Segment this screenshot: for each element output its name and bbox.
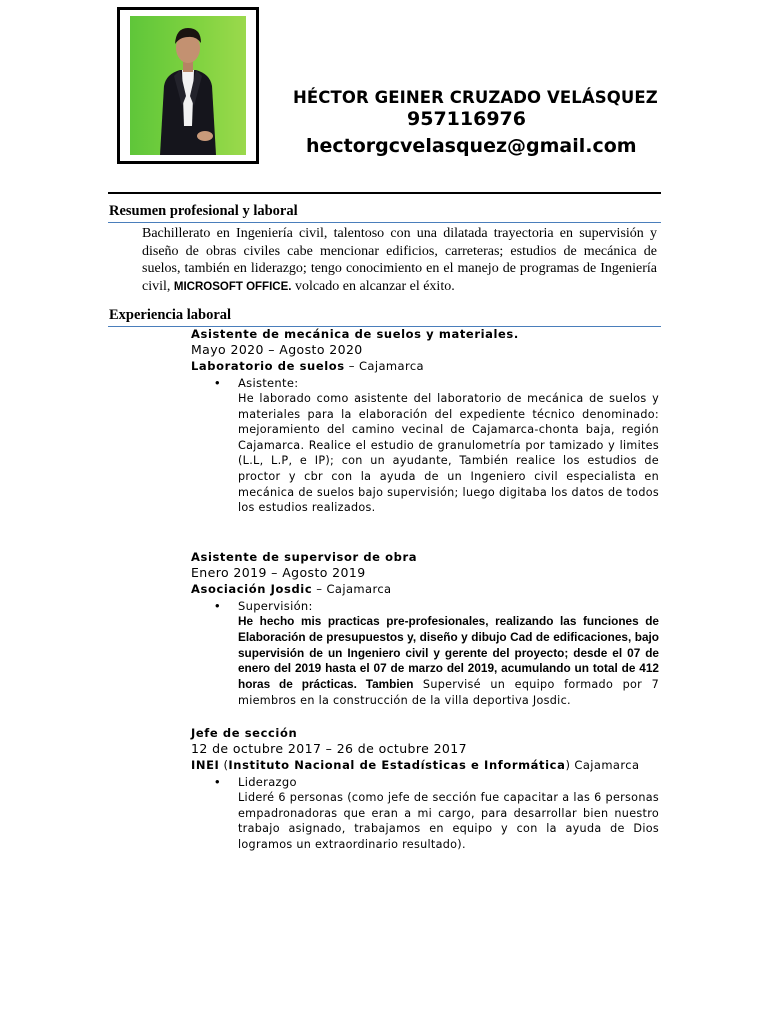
job-description: Lideré 6 personas (como jefe de sección fue capacitar a las 6 personas empadronadoras que eran a mi cargo, para desarrollar bien nuestro trabajo asignado, trabajamos en equipo y con la ayuda de Dios logramos un extraordinario resultado). <box>238 791 659 851</box>
job-organization: INEI (Instituto Nacional de Estadísticas e Informática) Cajamarca <box>191 758 640 772</box>
job-organization-name: Asociación Josdic <box>191 582 313 596</box>
phone-number: 957116976 <box>407 108 526 130</box>
job-description <box>238 614 659 709</box>
job-organization <box>191 581 659 597</box>
job-organization <box>191 358 659 374</box>
job-bullet-label: Liderazgo <box>238 775 297 789</box>
bullet-icon: • <box>215 774 220 789</box>
job-location: – Cajamarca <box>312 582 392 596</box>
job-description-bold: He hecho mis practicas pre-profesionales, realizando las funciones de Elaboración de presupuestos y, diseño y dibujo Cad de edificaciones, bajo supervisión de un Ingeniero civil y gerente del proyecto; desde el 07 de enero del 2019 hasta el 07 de marzo del 2019, acumulando un total de 412 horas de prácticas. Tambien <box>238 614 659 692</box>
job-bullet <box>191 375 659 391</box>
summary-highlight: MICROSOFT OFFICE. <box>173 280 292 293</box>
summary-section-title: Resumen profesional y laboral <box>109 203 298 219</box>
job-organization-fullname: Instituto Nacional de Estadísticas e Informática <box>228 758 566 772</box>
email-address[interactable]: hectorgcvelasquez@gmail.com <box>306 135 637 157</box>
summary-section-rule <box>108 222 661 223</box>
job-title: Asistente de mecánica de suelos y materiales. <box>191 327 519 341</box>
job-title: Asistente de supervisor de obra <box>191 550 418 564</box>
job-entry <box>191 326 659 516</box>
bullet-icon: • <box>215 375 220 390</box>
bullet-icon: • <box>215 598 220 613</box>
job-organization-name: Laboratorio de suelos <box>191 359 345 373</box>
job-bullet-label: Asistente: <box>238 376 299 390</box>
candidate-name: HÉCTOR GEINER CRUZADO VELÁSQUEZ <box>293 88 658 107</box>
job-description-rest: Supervisé un equipo formado por 7 miembros en la construcción de la villa deportiva Josdic. <box>238 678 659 707</box>
job-location: Cajamarca <box>570 758 640 772</box>
job-bullet <box>191 598 659 614</box>
job-bullet-label: Supervisión: <box>238 599 313 613</box>
job-dates: Enero 2019 – Agosto 2019 <box>191 565 366 580</box>
profile-photo-frame <box>117 7 259 164</box>
profile-photo <box>130 16 246 155</box>
job-entry <box>191 725 659 852</box>
job-title: Jefe de sección <box>191 726 298 740</box>
summary-text-main: Bachillerato en Ingeniería civil, talentoso con una dilatada trayectoria en supervisión y diseño de obras civiles cabe mencionar edificios, carreteras; estudios de mecánica de suelos, también en liderazgo; tengo conocimiento en el manejo de programas de Ingeniería civil, <box>142 226 657 294</box>
job-bullet <box>191 774 659 790</box>
job-description: He laborado como asistente del laboratorio de mecánica de suelos y materiales para la elaboración del expediente técnico denominado: mejoramiento del camino vecinal de Cajamarca-chonta baja, región Cajamarca. Realice el estudio de granulometría por tamizado y limites (L.L, L.P, e IP); con un ayudante, También realice los estudios de proctor y cbr con la ayuda de un Ingeniero civil especialista en mecánica de suelos bajo supervisión; luego digitaba los datos de todos los estudios realizados. <box>238 392 659 515</box>
summary-text-end: volcado en alcanzar el éxito. <box>291 278 455 294</box>
summary-text <box>142 225 657 296</box>
job-dates: 12 de octubre 2017 – 26 de octubre 2017 <box>191 741 467 756</box>
person-photo-illustration <box>130 16 246 155</box>
job-dates: Mayo 2020 – Agosto 2020 <box>191 342 363 357</box>
job-location: – Cajamarca <box>344 359 425 373</box>
job-entry <box>191 549 659 709</box>
header-divider <box>108 192 661 194</box>
job-organization-name: INEI <box>191 758 220 772</box>
experience-section-title: Experiencia laboral <box>109 307 232 323</box>
